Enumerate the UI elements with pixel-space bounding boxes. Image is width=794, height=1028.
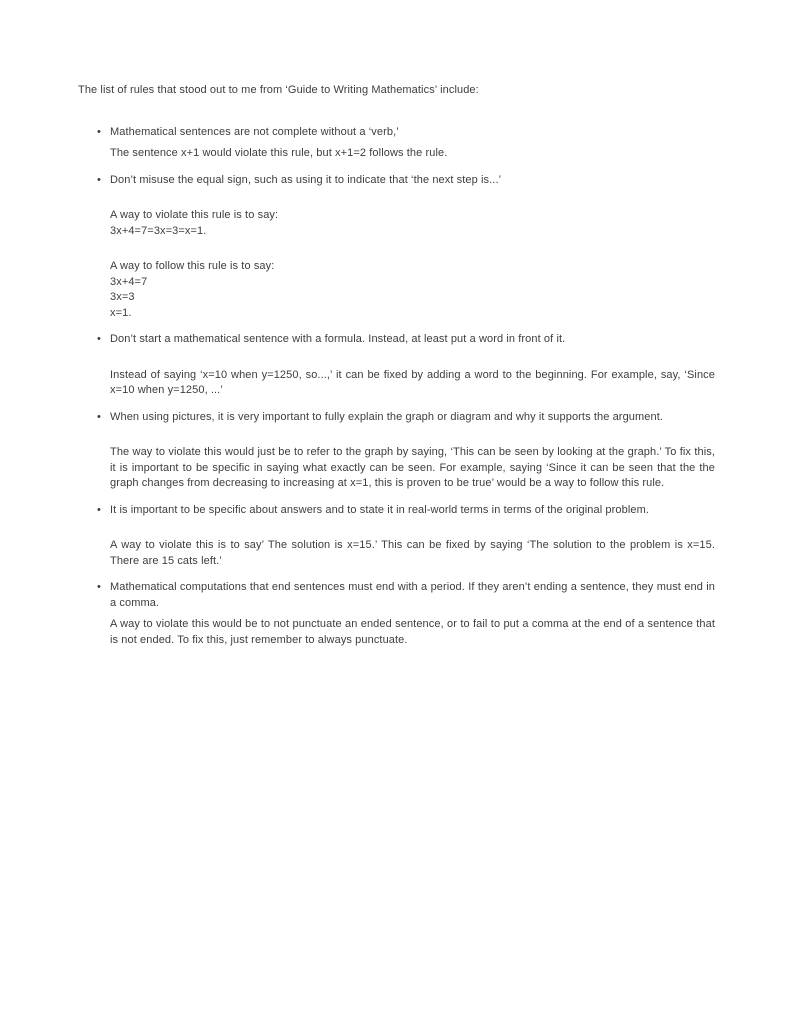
rule-item: [97, 410, 715, 492]
rule-heading: Mathematical sentences are not complete without a ‘verb,’: [110, 125, 399, 138]
rule-paragraph: [110, 259, 715, 321]
rule-paragraph: [110, 445, 715, 492]
paragraph-line: A way to violate this is to say’ The solution is x=15.’ This can be fixed by saying ‘The solution to the problem is x=15. There are 15 cats left.’: [110, 539, 715, 567]
rule-heading: Don’t start a mathematical sentence with a formula. Instead, at least put a word in front of it.: [110, 333, 566, 345]
paragraph-line: 3x=3: [110, 291, 135, 303]
paragraph-line: 3x+4=7=3x=3=x=1.: [110, 224, 207, 237]
paragraph-line: Instead of saying ‘x=10 when y=1250, so...,’ it can be fixed by adding a word to the beginning. For example, say, ‘Since x=10 when y=1250, ...’: [110, 368, 715, 396]
rule-paragraph: [110, 208, 715, 239]
rule-paragraph: [110, 617, 715, 648]
rule-heading: It is important to be specific about answers and to state it in real-world terms in terms of the original problem.: [110, 503, 650, 516]
rule-paragraph: [110, 538, 715, 569]
rule-paragraph: [110, 368, 715, 399]
bullet-icon: •: [97, 125, 101, 138]
bullet-icon: •: [97, 173, 101, 186]
rule-heading: Don’t misuse the equal sign, such as using it to indicate that ‘the next step is...’: [110, 173, 502, 186]
rule-item: [97, 125, 715, 162]
bullet-icon: •: [97, 503, 101, 516]
rule-paragraph: [110, 146, 715, 162]
bullet-icon: •: [97, 410, 101, 423]
paragraph-line: The sentence x+1 would violate this rule, but x+1=2 follows the rule.: [110, 147, 448, 159]
rule-item: [97, 332, 715, 399]
rule-heading: When using pictures, it is very important to fully explain the graph or diagram and why it supports the argument.: [110, 410, 664, 423]
paragraph-line: 3x+4=7: [110, 275, 148, 288]
rule-item: [97, 580, 715, 648]
rule-heading: Mathematical computations that end sentences must end with a period. If they aren’t ending a sentence, they must end in a comma.: [110, 581, 715, 609]
paragraph-line: A way to violate this rule is to say:: [110, 209, 279, 221]
paragraph-line: The way to violate this would just be to refer to the graph by saying, ‘This can be seen by looking at the graph.’ To fix this, it is important to be specific in saying what exactly can be seen. For example, saying ‘Since it can be seen that the the graph changes from decreasing to increasing at x=1, this is proven to be true’ would be a way to follow this rule.: [110, 446, 715, 489]
rule-item: [97, 503, 715, 570]
bullet-icon: •: [97, 333, 101, 345]
rules-list: [78, 125, 715, 649]
intro-paragraph: The list of rules that stood out to me from ‘Guide to Writing Mathematics’ include:: [78, 84, 479, 96]
paragraph-line: x=1.: [110, 306, 132, 319]
rule-item: [97, 173, 715, 322]
paragraph-line: A way to follow this rule is to say:: [110, 260, 275, 272]
paragraph-line: A way to violate this would be to not punctuate an ended sentence, or to fail to put a comma at the end of a sentence that is not ended. To fix this, just remember to always punctuate.: [110, 618, 715, 646]
bullet-icon: •: [97, 581, 101, 593]
